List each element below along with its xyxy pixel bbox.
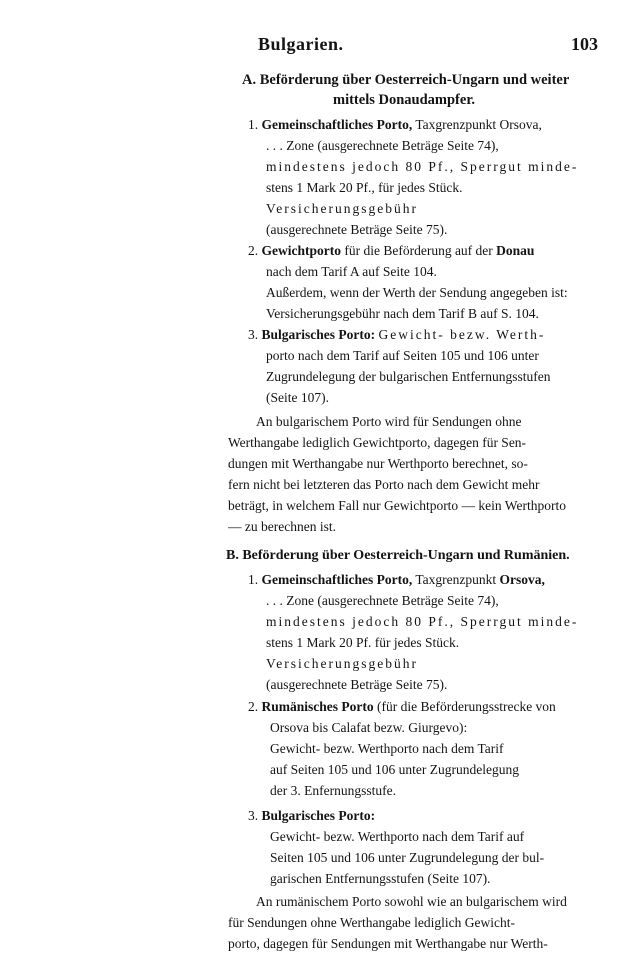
section-a-heading-line-2: mittels Donaudampfer. bbox=[333, 92, 476, 108]
section-b-item-2-line-2: Orsova bis Calafat bezw. Giurgevo): bbox=[270, 720, 468, 735]
section-b-item-2-line-4: auf Seiten 105 und 106 unter Zugrundelegung bbox=[270, 762, 519, 777]
section-a-item-1-line-1 bbox=[248, 115, 542, 134]
section-b-item-1-line-3: mindestens jedoch 80 Pf., Sperrgut minde- bbox=[266, 614, 579, 629]
section-a-paragraph-line-3: dungen mit Werthangabe nur Werthporto berechnet, so- bbox=[228, 456, 528, 471]
section-b-item-1-line-2: . . . Zone (ausgerechnete Beträge Seite 74), bbox=[266, 593, 499, 608]
section-a-item-2-line-1 bbox=[248, 241, 534, 260]
section-b-item-1-line-5: Versicherungsgebühr bbox=[266, 656, 418, 671]
section-b-paragraph-line-3: porto, dagegen für Sendungen mit Werthangabe nur Werth- bbox=[228, 936, 548, 951]
section-a-item-2-line-2: nach dem Tarif A auf Seite 104. bbox=[266, 264, 437, 279]
section-a-paragraph-line-4: fern nicht bei letzteren das Porto nach dem Gewicht mehr bbox=[228, 477, 540, 492]
section-a-item-1-line-5: Versicherungsgebühr bbox=[266, 201, 418, 216]
section-a-paragraph-line-2: Werthangabe lediglich Gewichtporto, dagegen für Sen- bbox=[228, 435, 527, 450]
item-emphasis: Donau bbox=[496, 243, 535, 258]
section-a-item-1-line-2: . . . Zone (ausgerechnete Beträge Seite 74), bbox=[266, 138, 499, 153]
item-title: Rumänisches Porto bbox=[261, 699, 374, 714]
item-title: Gewichtporto bbox=[261, 243, 341, 258]
section-b-item-2-line-3: Gewicht- bezw. Werthporto nach dem Tarif bbox=[270, 741, 504, 756]
section-a-item-1-line-6: (ausgerechnete Beträge Seite 75). bbox=[266, 222, 448, 237]
section-a-item-2-line-3: Außerdem, wenn der Werth der Sendung angegeben ist: bbox=[266, 285, 568, 300]
section-a-item-3-line-3: Zugrundelegung der bulgarischen Entfernungsstufen bbox=[266, 369, 551, 384]
item-text: Taxgrenzpunkt bbox=[415, 572, 497, 587]
section-b-paragraph-line-2: für Sendungen ohne Werthangabe lediglich Gewicht- bbox=[228, 915, 515, 930]
section-b-item-2-line-1 bbox=[248, 697, 556, 716]
item-number: 1. bbox=[248, 572, 259, 587]
item-text: (für die Beförderungsstrecke von bbox=[377, 699, 556, 714]
item-title: Bulgarisches Porto: bbox=[261, 808, 376, 823]
item-number: 3. bbox=[248, 327, 259, 342]
item-text: Taxgrenzpunkt Orsova, bbox=[415, 117, 542, 132]
item-number: 1. bbox=[248, 117, 259, 132]
item-title: Bulgarisches Porto: bbox=[261, 327, 376, 342]
section-b-item-3-line-4: garischen Entfernungsstufen (Seite 107). bbox=[270, 871, 491, 886]
section-b-item-1-line-4: stens 1 Mark 20 Pf. für jedes Stück. bbox=[266, 635, 460, 650]
item-text: Gewicht- bezw. Werth- bbox=[378, 327, 546, 342]
item-number: 2. bbox=[248, 699, 259, 714]
item-text: für die Beförderung auf der bbox=[344, 243, 493, 258]
section-a-paragraph-line-1: An bulgarischem Porto wird für Sendungen ohne bbox=[256, 414, 522, 429]
section-a-item-3-line-2: porto nach dem Tarif auf Seiten 105 und 106 unter bbox=[266, 348, 539, 363]
item-number: 2. bbox=[248, 243, 259, 258]
section-a-item-3-line-1 bbox=[248, 325, 545, 344]
section-b-item-2-line-5: der 3. Enfernungsstufe. bbox=[270, 783, 396, 798]
page-header bbox=[258, 34, 598, 58]
section-a-item-3-line-4: (Seite 107). bbox=[266, 390, 329, 405]
section-a-item-1-line-3: mindestens jedoch 80 Pf., Sperrgut minde- bbox=[266, 159, 579, 174]
section-a-item-2-line-4: Versicherungsgebühr nach dem Tarif B auf S. 104. bbox=[266, 306, 539, 321]
section-b-item-1-line-6: (ausgerechnete Beträge Seite 75). bbox=[266, 677, 448, 692]
section-a-paragraph-line-5: beträgt, in welchem Fall nur Gewichtporto — kein Werthporto bbox=[228, 498, 566, 513]
section-b-item-1-line-1 bbox=[248, 570, 545, 589]
section-b-item-3-line-2: Gewicht- bezw. Werthporto nach dem Tarif auf bbox=[270, 829, 525, 844]
section-a-heading-line-1: A. Beförderung über Oesterreich-Ungarn und weiter bbox=[242, 72, 570, 88]
section-a-paragraph-line-6: — zu berechnen ist. bbox=[228, 519, 336, 534]
section-a-item-1-line-4: stens 1 Mark 20 Pf., für jedes Stück. bbox=[266, 180, 463, 195]
item-title: Gemeinschaftliches Porto, bbox=[261, 572, 413, 587]
item-number: 3. bbox=[248, 808, 259, 823]
item-emphasis: Orsova, bbox=[499, 572, 545, 587]
section-b-paragraph-line-1: An rumänischem Porto sowohl wie an bulgarischem wird bbox=[256, 894, 567, 909]
section-b-heading: B. Beförderung über Oesterreich-Ungarn und Rumänien. bbox=[226, 548, 570, 563]
section-b-item-3-line-1 bbox=[248, 806, 375, 825]
page-number: 103 bbox=[571, 34, 598, 54]
item-title: Gemeinschaftliches Porto, bbox=[261, 117, 413, 132]
running-title: Bulgarien. bbox=[258, 34, 344, 54]
section-b-item-3-line-3: Seiten 105 und 106 unter Zugrundelegung der bul- bbox=[270, 850, 545, 865]
